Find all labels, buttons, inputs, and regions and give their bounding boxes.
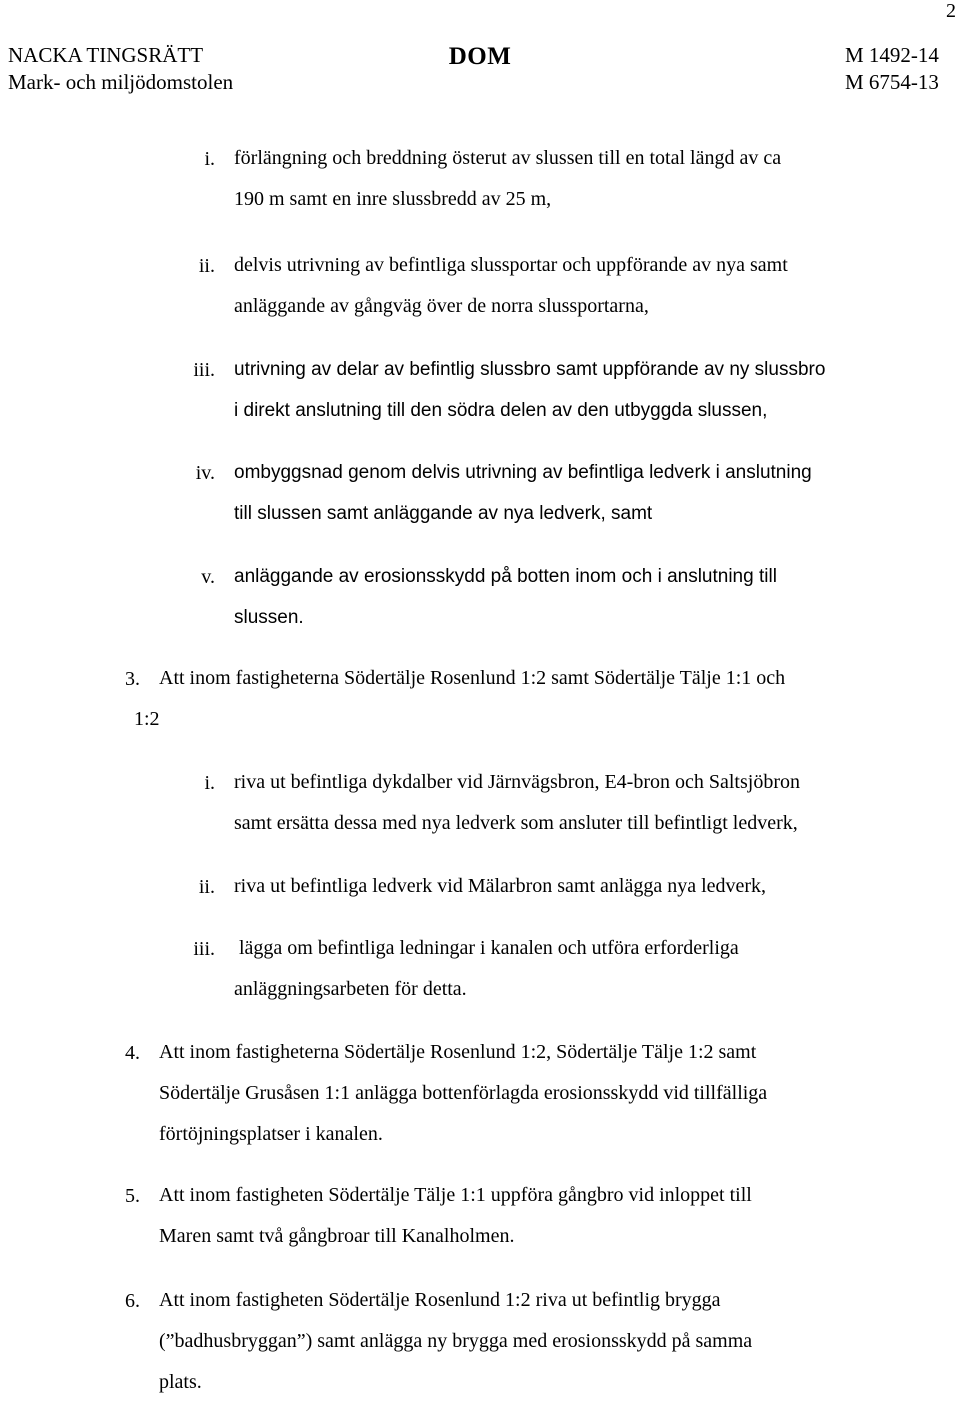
text-line: Att inom fastigheterna Södertälje Rosenlund 1:2 samt Södertälje Tälje 1:1 och (159, 667, 786, 689)
paragraph-text (159, 1175, 939, 1257)
court-division: Mark- och miljödomstolen (8, 70, 234, 94)
list-item-text (234, 928, 934, 1010)
list-marker: ii. (198, 876, 215, 898)
text-line: riva ut befintliga dykdalber vid Järnvägsbron, E4-bron och Saltsjöbron (234, 771, 800, 793)
text-line: 1:2 (134, 708, 160, 730)
text-line: Södertälje Grusåsen 1:1 anlägga bottenförlagda erosionsskydd vid tillfälliga (159, 1082, 768, 1104)
case-number-1: M 1492-14 (845, 43, 939, 67)
paragraph-text (159, 1032, 939, 1155)
paragraph-number: 5. (125, 1185, 140, 1207)
text-line: till slussen samt anläggande av nya ledverk, samt (234, 503, 653, 524)
text-line: slussen. (234, 607, 304, 628)
text-line: delvis utrivning av befintliga slussportar och uppförande av nya samt (234, 254, 788, 276)
list-item-text (234, 349, 934, 431)
list-marker: v. (201, 566, 215, 588)
text-line: i direkt anslutning till den södra delen av den utbyggda slussen, (234, 400, 768, 421)
text-line: förtöjningsplatser i kanalen. (159, 1123, 383, 1145)
list-item-text (234, 556, 934, 638)
text-line: Att inom fastigheten Södertälje Tälje 1:1 uppföra gångbro vid inloppet till (159, 1184, 752, 1206)
paragraph-number: 6. (125, 1290, 140, 1312)
list-marker: i. (204, 148, 215, 170)
text-line: anläggande av gångväg över de norra slussportarna, (234, 295, 649, 317)
text-line: lägga om befintliga ledningar i kanalen och utföra erforderliga (234, 937, 739, 959)
paragraph-text (134, 658, 939, 740)
text-line: samt ersätta dessa med nya ledverk som ansluter till befintligt ledverk, (234, 812, 798, 834)
list-item-text (234, 245, 934, 327)
text-line: Att inom fastigheten Södertälje Rosenlund 1:2 riva ut befintlig brygga (159, 1289, 721, 1311)
list-item-text (234, 138, 934, 220)
text-line: utrivning av delar av befintlig slussbro samt uppförande av ny slussbro (234, 359, 826, 380)
list-item-text (234, 452, 934, 534)
text-line: plats. (159, 1371, 202, 1393)
text-line: anläggande av erosionsskydd på botten inom och i anslutning till (234, 566, 777, 587)
text-line: anläggningsarbeten för detta. (234, 978, 467, 1000)
paragraph-text (159, 1280, 939, 1403)
list-item-text (234, 762, 934, 844)
list-marker: iv. (195, 462, 215, 484)
list-marker: iii. (193, 359, 215, 381)
list-marker: ii. (198, 255, 215, 277)
document-header (0, 42, 960, 98)
paragraph-number: 3. (125, 668, 140, 690)
court-name: NACKA TINGSRÄTT (8, 43, 204, 67)
text-line: förlängning och breddning österut av slussen till en total längd av ca (234, 147, 782, 169)
list-marker: iii. (193, 938, 215, 960)
list-item-text (234, 866, 934, 907)
case-number-2: M 6754-13 (845, 70, 939, 94)
case-numbers (845, 42, 939, 96)
list-marker: i. (204, 772, 215, 794)
document-title: DOM (448, 43, 512, 70)
paragraph-number: 4. (125, 1042, 140, 1064)
text-line: Maren samt två gångbroar till Kanalholmen. (159, 1225, 515, 1247)
text-line: ombyggsnad genom delvis utrivning av befintliga ledverk i anslutning (234, 462, 812, 483)
page-number: 2 (946, 0, 956, 22)
text-line: 190 m samt en inre slussbredd av 25 m, (234, 188, 552, 210)
text-line: riva ut befintliga ledverk vid Mälarbron samt anlägga nya ledverk, (234, 875, 767, 897)
text-line: Att inom fastigheterna Södertälje Rosenlund 1:2, Södertälje Tälje 1:2 samt (159, 1041, 757, 1063)
text-line: (”badhusbryggan”) samt anlägga ny brygga med erosionsskydd på samma (159, 1330, 753, 1352)
